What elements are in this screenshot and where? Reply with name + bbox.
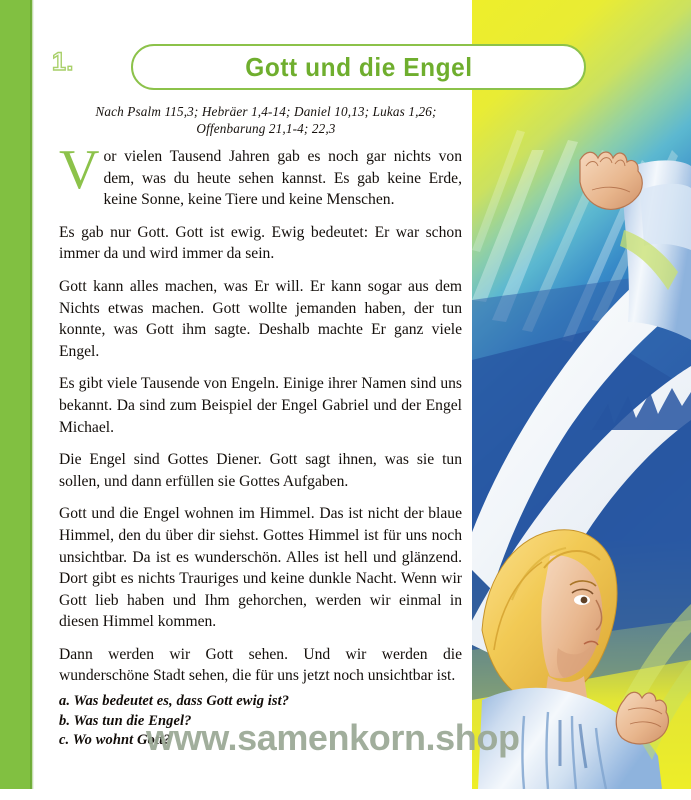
paragraph-4: Es gibt viele Tausende von Engeln. Einige ihrer Namen sind uns bekannt. Da sind zum Beispiel der Engel Gabriel und der Engel Michael. bbox=[59, 375, 462, 436]
page-spine-green-bar bbox=[0, 0, 32, 789]
question-c: c. Wo wohnt Gott? bbox=[59, 732, 171, 748]
page-bottom-margin bbox=[0, 789, 691, 800]
page-title: Gott und die Engel bbox=[244, 51, 473, 82]
paragraph-7: Dann werden wir Gott sehen. Und wir werden die wunderschöne Stadt sehen, die für uns jetzt noch unsichtbar ist. bbox=[59, 645, 462, 685]
paragraph-5: Die Engel sind Gottes Diener. Gott sagt ihnen, was sie tun sollen, und dann erfüllen sie Gottes Aufgaben. bbox=[59, 451, 462, 490]
questions-list bbox=[59, 692, 459, 751]
chapter-title-box bbox=[131, 44, 586, 90]
scripture-reference-line-2: Offenbarung 21,1-4; 22,3 bbox=[196, 120, 336, 136]
chapter-number: 1. bbox=[52, 48, 74, 76]
question-a: a. Was bedeutet es, dass Gott ewig ist? bbox=[59, 693, 290, 709]
paragraph-2: Es gab nur Gott. Gott ist ewig. Ewig bedeutet: Er war schon immer da und wird immer da sein. bbox=[59, 223, 462, 263]
paragraph-6: Gott und die Engel wohnen im Himmel. Das ist nicht der blaue Himmel, den du über dir siehst. Gottes Himmel ist für uns noch unsichtbar. Da ist es wunderschön. Alles ist hell und glänzend. Dort gibt es nichts Trauriges und keine dunkle Nacht. Wenn wir Gott lieb haben und Ihm gehorchen, werden wir einmal in diesen Himmel kommen. bbox=[59, 505, 462, 631]
paragraph-1-text: or vielen Tausend Jahren gab es noch gar nichts von dem, was du heute sehen kannst. Es gab keine Erde, keine Sonne, keine Tiere und keine Menschen. bbox=[103, 148, 462, 209]
page-spine-shadow bbox=[30, 0, 34, 789]
paragraph-1 bbox=[59, 139, 462, 211]
scripture-reference-line-1: Nach Psalm 115,3; Hebräer 1,4-14; Daniel 10,13; Lukas 1,26; bbox=[95, 104, 437, 119]
question-b: b. Was tun die Engel? bbox=[59, 712, 192, 729]
body-text-column bbox=[59, 139, 462, 687]
paragraph-3: Gott kann alles machen, was Er will. Er kann sogar aus dem Nichts etwas machen. Gott wollte jemanden haben, der tun konnte, was Gott ihm sagte. Deshalb machte Er ganz viele Engel. bbox=[59, 277, 462, 360]
scripture-reference bbox=[60, 104, 472, 137]
watermark-url: www.samenkorn.shop bbox=[146, 717, 520, 758]
angel-illustration bbox=[472, 0, 691, 789]
drop-cap: V bbox=[59, 139, 100, 201]
